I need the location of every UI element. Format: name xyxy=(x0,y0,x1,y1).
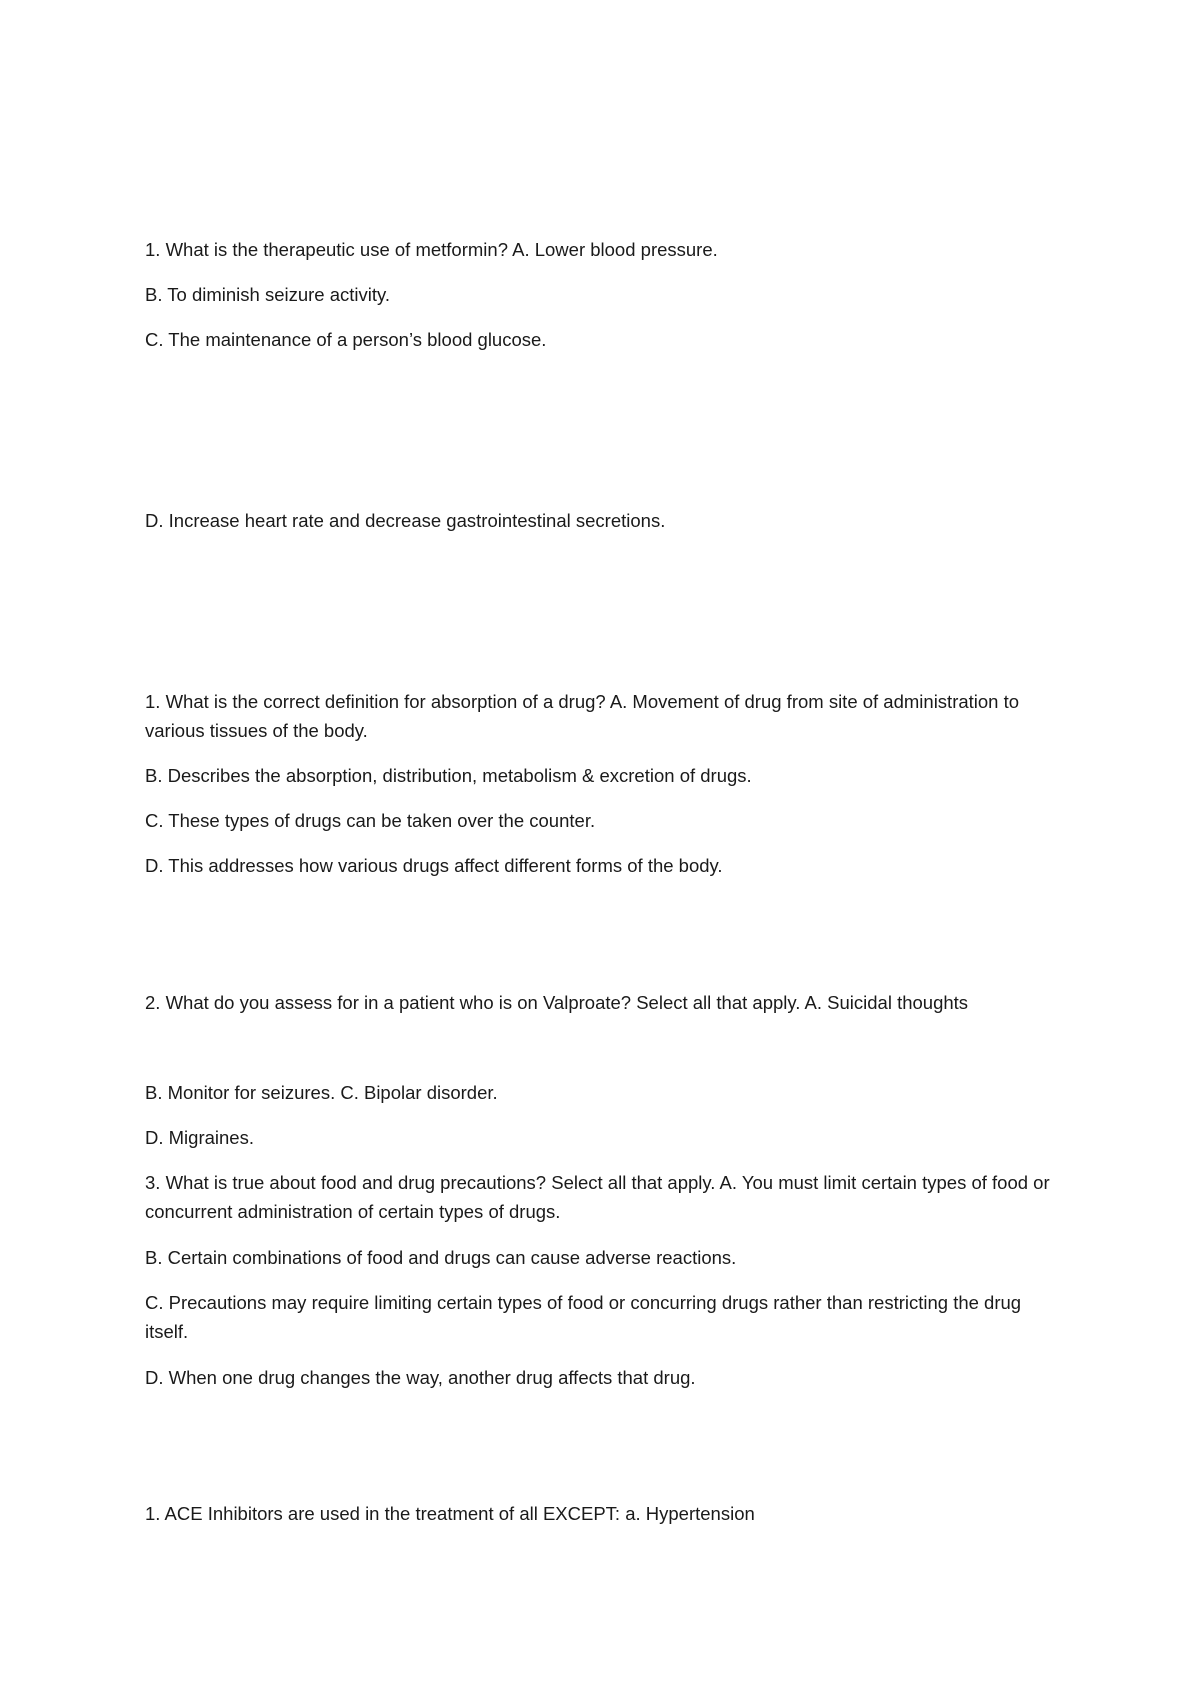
q4-option-c: C. Precautions may require limiting certain types of food or concurring drugs rather than restricting the drug itself. xyxy=(145,1292,1022,1342)
q3-options-b-c: B. Monitor for seizures. C. Bipolar disorder. xyxy=(145,1082,498,1103)
q1-option-d: D. Increase heart rate and decrease gastrointestinal secretions. xyxy=(145,510,666,531)
q4-food-drug-question: 3. What is true about food and drug precautions? Select all that apply. A. You must limit certain types of food or concurrent administration of certain types of drugs. xyxy=(145,1172,1050,1222)
q1-metformin-question: 1. What is the therapeutic use of metformin? A. Lower blood pressure. xyxy=(145,239,718,260)
q2-option-c: C. These types of drugs can be taken over the counter. xyxy=(145,810,596,831)
q3-valproate-question: 2. What do you assess for in a patient who is on Valproate? Select all that apply. A. Suicidal thoughts xyxy=(145,992,969,1013)
q1-option-c: C. The maintenance of a person’s blood glucose. xyxy=(145,329,547,350)
q3-option-d: D. Migraines. xyxy=(145,1127,254,1148)
q2-absorption-question: 1. What is the correct definition for absorption of a drug? A. Movement of drug from site of administration to various tissues of the body. xyxy=(145,691,1020,741)
q2-option-b: B. Describes the absorption, distribution, metabolism & excretion of drugs. xyxy=(145,765,752,786)
q2-option-d: D. This addresses how various drugs affect different forms of the body. xyxy=(145,855,723,876)
q5-ace-inhibitors-question: 1. ACE Inhibitors are used in the treatment of all EXCEPT: a. Hypertension xyxy=(145,1503,755,1524)
q1-option-b: B. To diminish seizure activity. xyxy=(145,284,391,305)
q4-option-d: D. When one drug changes the way, another drug affects that drug. xyxy=(145,1367,696,1388)
q4-option-b: B. Certain combinations of food and drugs can cause adverse reactions. xyxy=(145,1247,737,1268)
